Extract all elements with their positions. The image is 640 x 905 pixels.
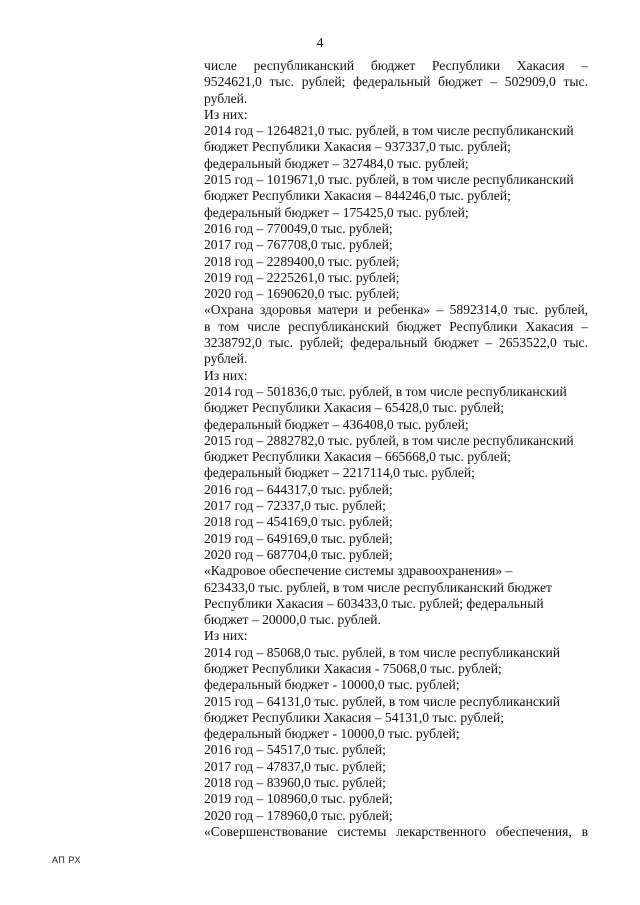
text-line: 2016 год – 54517,0 тыс. рублей; — [204, 742, 386, 758]
text-line: «Совершенствование системы лекарственного обеспечения, в — [204, 823, 588, 839]
text-line: 2017 год – 47837,0 тыс. рублей; — [204, 758, 386, 774]
text-line: 2014 год – 1264821,0 тыс. рублей, в том числе республиканский — [204, 123, 574, 139]
text-line: 2020 год – 687704,0 тыс. рублей; — [204, 546, 393, 562]
text-line: 2019 год – 649169,0 тыс. рублей; — [204, 530, 393, 546]
text-line: «Кадровое обеспечение системы здравоохранения» – — [204, 563, 513, 579]
text-line: 2014 год – 501836,0 тыс. рублей, в том числе республиканский — [204, 383, 567, 399]
text-line: 623433,0 тыс. рублей, в том числе республиканский бюджет — [204, 579, 552, 595]
text-line: 2016 год – 644317,0 тыс. рублей; — [204, 481, 393, 497]
text-line: 2019 год – 2225261,0 тыс. рублей; — [204, 269, 400, 285]
text-line: федеральный бюджет – 436408,0 тыс. рублей; — [204, 416, 469, 432]
text-line: федеральный бюджет – 327484,0 тыс. рублей; — [204, 155, 469, 171]
text-line: рублей. — [204, 351, 248, 367]
text-line: 2017 год – 72337,0 тыс. рублей; — [204, 498, 386, 514]
text-line: 2020 год – 178960,0 тыс. рублей; — [204, 807, 393, 823]
text-line: 2017 год – 767708,0 тыс. рублей; — [204, 237, 393, 253]
footer-stamp: АП РХ — [52, 855, 81, 865]
text-line: 2015 год – 64131,0 тыс. рублей, в том числе республиканский — [204, 693, 561, 709]
text-line: 2019 год – 108960,0 тыс. рублей; — [204, 791, 393, 807]
text-line: бюджет Республики Хакасия – 665668,0 тыс. рублей; — [204, 449, 511, 465]
text-line: бюджет Республики Хакасия – 54131,0 тыс. рублей; — [204, 709, 505, 725]
text-line: 2016 год – 770049,0 тыс. рублей; — [204, 220, 393, 236]
text-line: рублей. — [204, 90, 248, 106]
text-line: федеральный бюджет – 2217114,0 тыс. рублей; — [204, 465, 475, 481]
text-line: Из них: — [204, 367, 248, 383]
text-line: «Охрана здоровья матери и ребенка» – 5892314,0 тыс. рублей, — [204, 302, 588, 318]
document-body — [204, 58, 588, 840]
text-line: 2014 год – 85068,0 тыс. рублей, в том числе республиканский — [204, 644, 561, 660]
text-line: федеральный бюджет - 10000,0 тыс. рублей; — [204, 677, 460, 693]
text-line: 2018 год – 83960,0 тыс. рублей; — [204, 775, 386, 791]
text-line: 2015 год – 1019671,0 тыс. рублей, в том числе республиканский — [204, 172, 574, 188]
text-line: 2015 год – 2882782,0 тыс. рублей, в том числе республиканский — [204, 432, 574, 448]
text-line: Республики Хакасия – 603433,0 тыс. рублей; федеральный — [204, 595, 544, 611]
text-line: Из них: — [204, 628, 248, 644]
page-number: 4 — [316, 36, 324, 51]
text-line: 3238792,0 тыс. рублей; федеральный бюджет – 2653522,0 тыс. — [204, 335, 588, 351]
text-line: 9524621,0 тыс. рублей; федеральный бюджет – 502909,0 тыс. — [204, 74, 588, 90]
text-line: бюджет Республики Хакасия – 65428,0 тыс. рублей; — [204, 400, 505, 416]
text-line: бюджет Республики Хакасия - 75068,0 тыс. рублей; — [204, 660, 502, 676]
text-line: Из них: — [204, 106, 248, 122]
text-line: бюджет Республики Хакасия – 844246,0 тыс. рублей; — [204, 188, 511, 204]
text-line: федеральный бюджет – 175425,0 тыс. рублей; — [204, 204, 469, 220]
text-line: бюджет – 20000,0 тыс. рублей. — [204, 612, 381, 628]
text-line: федеральный бюджет - 10000,0 тыс. рублей; — [204, 726, 460, 742]
text-line: бюджет Республики Хакасия – 937337,0 тыс. рублей; — [204, 139, 511, 155]
text-line: в том числе республиканский бюджет Республики Хакасия – — [204, 318, 588, 334]
text-line: 2018 год – 454169,0 тыс. рублей; — [204, 514, 393, 530]
text-line: 2018 год – 2289400,0 тыс. рублей; — [204, 253, 400, 269]
text-line: числе республиканский бюджет Республики Хакасия – — [204, 58, 588, 73]
text-line: 2020 год – 1690620,0 тыс. рублей; — [204, 286, 400, 302]
